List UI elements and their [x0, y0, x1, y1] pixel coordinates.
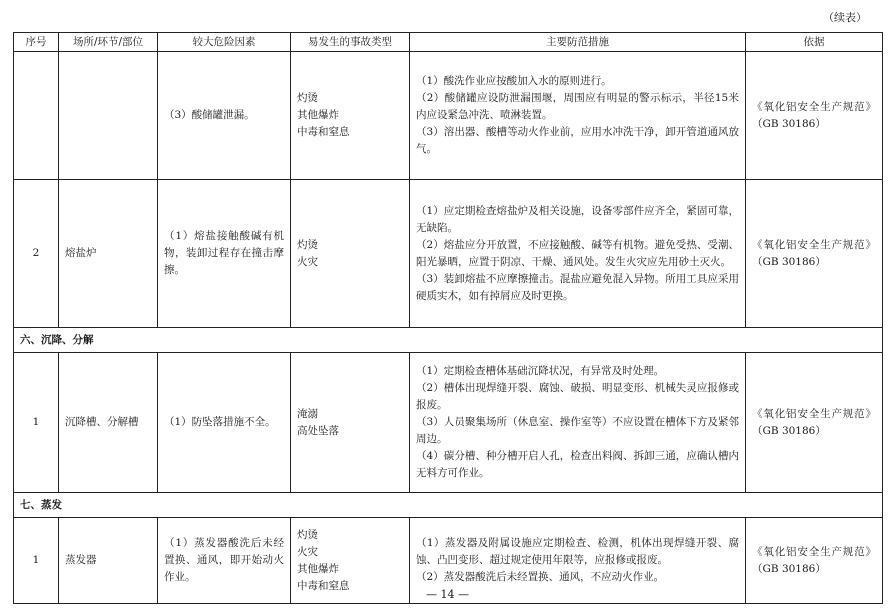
accident-type: 火灾: [297, 545, 318, 558]
table-row: [14, 52, 883, 180]
measure-item: （2）熔盐应分开放置，不应接触酸、碱等有机物。避免受热、受潮、阳光暴晒，应置于阴凉、干燥、通风处。发生火灾应先用砂土灭火。: [416, 238, 739, 268]
row-accidents: [291, 353, 410, 493]
measure-item: （3）溶出器、酸槽等动火作业前，应用水冲洗干净，卸开管道通风放气。: [416, 126, 739, 155]
accident-type: 中毒和窒息: [297, 579, 350, 592]
row-risk: （3）酸储罐泄漏。: [158, 52, 291, 180]
row-place: [59, 52, 158, 180]
risk-table: [13, 32, 883, 604]
measure-item: （1）酸洗作业应按酸加入水的原则进行。: [416, 75, 612, 87]
row-measures: [410, 353, 746, 493]
row-measures: [410, 180, 746, 328]
row-place: 蒸发器: [59, 518, 158, 604]
section-title: 六、沉降、分解: [14, 328, 883, 353]
measure-item: （1）定期检查槽体基础沉降状况，有异常及时处理。: [416, 365, 665, 377]
measure-item: （2）蒸发器酸洗后未经置换、通风，不应动火作业。: [416, 571, 665, 583]
header-no: 序号: [14, 33, 59, 52]
header-basis: 依据: [746, 33, 883, 52]
row-place: 熔盐炉: [59, 180, 158, 328]
table-header-row: [14, 33, 883, 52]
section-row: [14, 493, 883, 518]
accident-type: 灼烫: [297, 92, 318, 104]
measure-item: （2）酸储罐应设防泄漏围堰，周围应有明显的警示标示，半径15米内应设紧急冲洗、喷淋装置。: [416, 92, 739, 121]
measure-item: （3）装卸熔盐不应摩擦撞击。混盐应避免混入异物。所用工具应采用硬质实木，如有掉屑应及时更换。: [416, 272, 739, 302]
header-risk: 较大危险因素: [158, 33, 291, 52]
row-no: 1: [14, 518, 59, 604]
row-no: 2: [14, 180, 59, 328]
accident-type: 火灾: [297, 255, 318, 268]
accident-type: 灼烫: [297, 528, 318, 541]
header-measures: 主要防范措施: [410, 33, 746, 52]
accident-type: 中毒和窒息: [297, 126, 350, 138]
row-basis: 《氧化铝安全生产规范》（GB 30186）: [746, 52, 883, 180]
row-basis: 《氧化铝安全生产规范》（GB 30186）: [746, 180, 883, 328]
accident-type: 其他爆炸: [297, 109, 339, 121]
table-row: [14, 180, 883, 328]
measure-item: （1）应定期检查熔盐炉及相关设施，设备零部件应齐全，紧固可靠，无缺陷。: [416, 204, 739, 234]
section-row: [14, 328, 883, 353]
page-number: — 14 —: [426, 588, 469, 601]
row-basis: 《氧化铝安全生产规范》（GB 30186）: [746, 518, 883, 604]
measure-item: （1）蒸发器及附属设施应定期检查、检测，机体出现焊缝开裂、腐蚀、凸凹变形、超过规定使用年限等，应报修或报废。: [416, 537, 739, 566]
table-row: [14, 353, 883, 493]
row-risk: （1）熔盐接触酸碱有机物，装卸过程存在撞击摩擦。: [158, 180, 291, 328]
accident-type: 淹溺: [297, 407, 318, 420]
row-risk: （1）蒸发器酸洗后未经置换、通风，即开始动火作业。: [158, 518, 291, 604]
section-title: 七、蒸发: [14, 493, 883, 518]
row-no: [14, 52, 59, 180]
row-risk: （1）防坠落措施不全。: [158, 353, 291, 493]
header-place: 场所/环节/部位: [59, 33, 158, 52]
continuation-label: （续表）: [823, 11, 867, 24]
row-place: 沉降槽、分解槽: [59, 353, 158, 493]
measure-item: （3）人员聚集场所（休息室、操作室等）不应设置在槽体下方及紧邻周边。: [416, 416, 739, 445]
row-accidents: [291, 52, 410, 180]
row-measures: [410, 52, 746, 180]
measure-item: （4）碳分槽、种分槽开启人孔，检查出料阀、拆卸三通，应确认槽内无料方可作业。: [416, 450, 739, 479]
row-basis: 《氧化铝安全生产规范》（GB 30186）: [746, 353, 883, 493]
accident-type: 其他爆炸: [297, 562, 339, 575]
row-accidents: [291, 180, 410, 328]
accident-type: 高处坠落: [297, 424, 339, 437]
measure-item: （2）槽体出现焊缝开裂、腐蚀、破损、明显变形、机械失灵应报修或报废。: [416, 382, 739, 411]
accident-type: 灼烫: [297, 238, 318, 251]
header-accident-type: 易发生的事故类型: [291, 33, 410, 52]
row-no: 1: [14, 353, 59, 493]
